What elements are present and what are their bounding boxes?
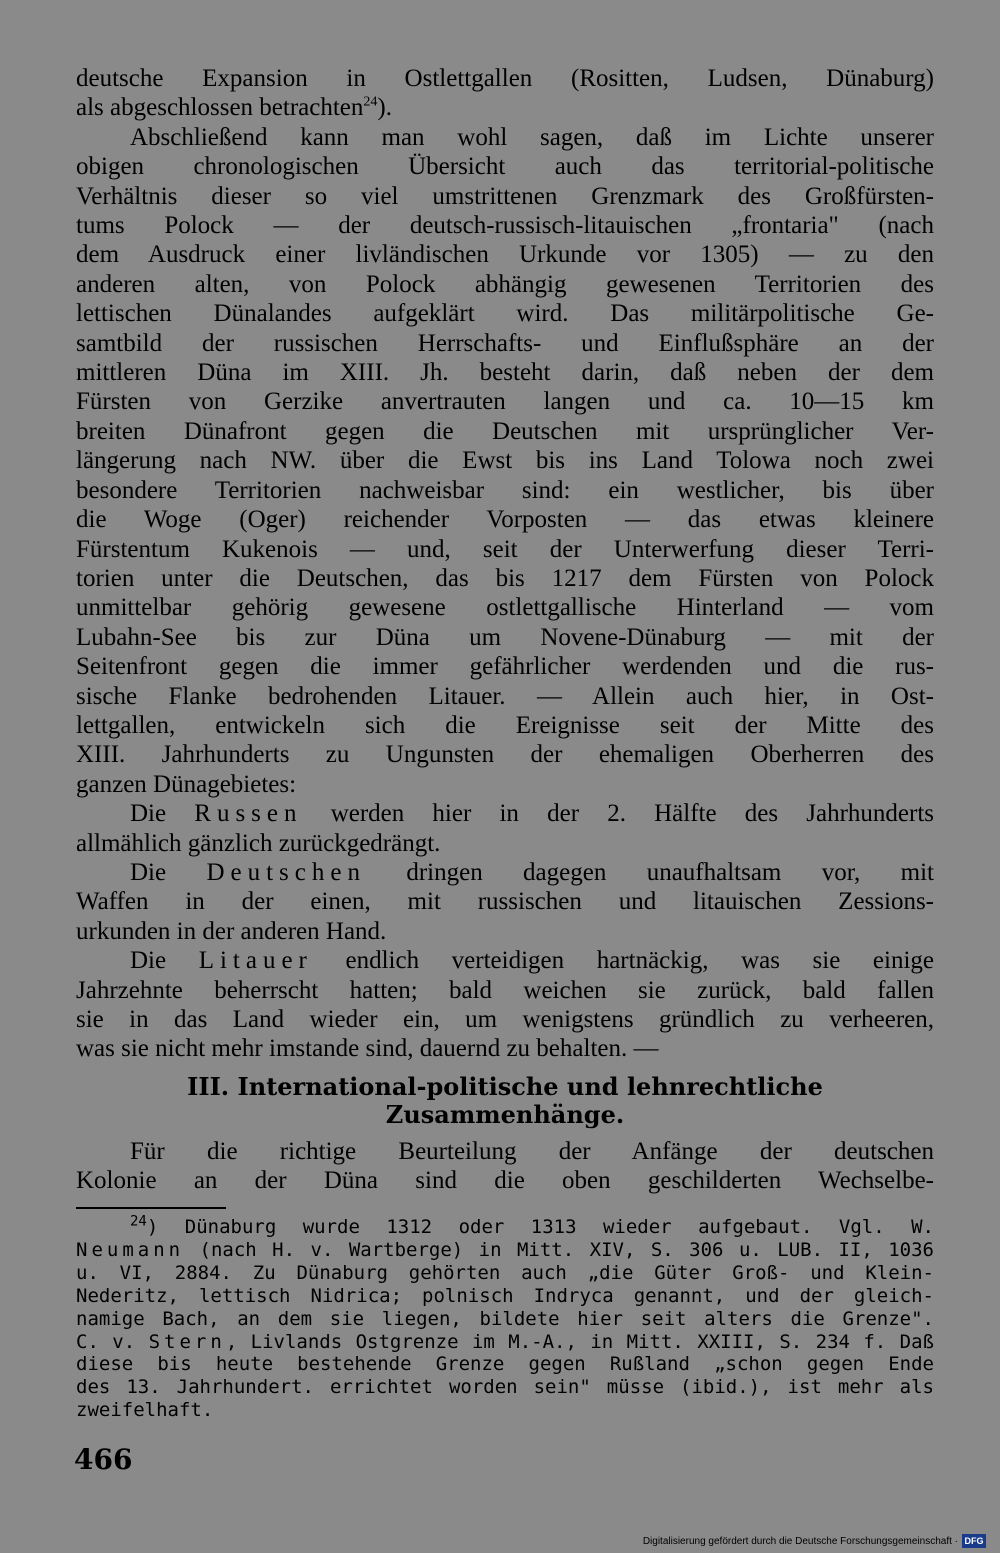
footnote-line bbox=[76, 1331, 934, 1354]
text-line: tums Polock — der deutsch-russisch-litauischen „frontaria" (nach bbox=[76, 212, 934, 240]
text-line: Verhältnis dieser so viel umstrittenen Grenzmark des Großfürsten- bbox=[76, 182, 934, 210]
emphasized-word: Stern bbox=[148, 1330, 226, 1353]
text-line: allmählich gänzlich zurückgedrängt. bbox=[76, 829, 441, 857]
footnote-reference: 24 bbox=[363, 95, 378, 111]
text-line: anderen alten, von Polock abhängig gewesenen Territorien des bbox=[76, 270, 934, 298]
footnote-line bbox=[76, 1213, 934, 1239]
text-line: Abschließend kann man wohl sagen, daß im Lichte unserer bbox=[130, 123, 934, 151]
text-line: ganzen Dünagebietes: bbox=[76, 770, 297, 798]
text-line: deutsche Expansion in Ostlettgallen (Rositten, Ludsen, Dünaburg) bbox=[76, 65, 934, 92]
footnote-line: namige Bach, an dem sie liegen, bildete hier seit alters die Grenze". bbox=[76, 1307, 934, 1330]
emphasized-word: Russen bbox=[194, 800, 303, 828]
heading-line: III. International-politische und lehnrechtliche bbox=[187, 1072, 823, 1101]
text-line: die Woge (Oger) reichender Vorposten — das etwas kleinere bbox=[76, 506, 934, 534]
text-fragment: dringen dagegen unaufhaltsam vor, mit bbox=[365, 858, 934, 886]
text-line: lettischen Dünalandes aufgeklärt wird. Das militärpolitische Ge- bbox=[76, 300, 934, 328]
text-line: längerung nach NW. über die Ewst bis ins Land Tolowa noch zwei bbox=[76, 447, 934, 475]
footnote-line bbox=[76, 1239, 934, 1262]
emphasized-word: Deutschen bbox=[206, 858, 366, 886]
text-line: unmittelbar gehörig gewesene ostlettgallische Hinterland — vom bbox=[76, 594, 934, 622]
text-line: breiten Dünafront gegen die Deutschen mit ursprünglicher Ver- bbox=[76, 417, 934, 445]
text-line: obigen chronologischen Übersicht auch das territorial-politische bbox=[76, 153, 934, 181]
text-line: samtbild der russischen Herrschafts- und Einflußsphäre an der bbox=[76, 329, 934, 357]
text-line: dem Ausdruck einer livländischen Urkunde vor 1305) — zu den bbox=[76, 241, 934, 269]
text-fragment: Die bbox=[130, 800, 195, 828]
section-text-block bbox=[76, 1137, 934, 1196]
text-line: Fürstentum Kukenois — und, seit der Unterwerfung dieser Terri- bbox=[76, 535, 934, 563]
text-line: sische Flanke bedrohenden Litauer. — Allein auch hier, in Ost- bbox=[76, 682, 934, 710]
footnote-line: u. VI, 2884. Zu Dünaburg gehörten auch „die Güter Groß- und Klein- bbox=[76, 1261, 934, 1284]
text-fragment: werden hier in der 2. Hälfte des Jahrhunderts bbox=[302, 800, 934, 828]
text-line: Kolonie an der Düna sind die oben geschilderten Wechselbe- bbox=[76, 1167, 934, 1195]
text-line: Für die richtige Beurteilung der Anfänge der deutschen bbox=[130, 1138, 934, 1165]
emphasized-word: Neumann bbox=[76, 1238, 185, 1261]
footnote bbox=[76, 1213, 934, 1422]
footnote-marker: 24 bbox=[130, 1213, 147, 1230]
text-line: besondere Territorien nachweisbar sind: ein westlicher, bis über bbox=[76, 476, 934, 504]
digitization-credit: Digitalisierung gefördert durch die Deutsche Forschungsgemeinschaft · bbox=[642, 1536, 958, 1547]
text-line: Jahrzehnte beherrscht hatten; bald weichen sie zurück, bald fallen bbox=[76, 976, 934, 1004]
text-line: mittleren Düna im XIII. Jh. besteht darin, daß neben der dem bbox=[76, 359, 934, 387]
text-fragment: endlich verteidigen hartnäckig, was sie einige bbox=[312, 947, 934, 975]
dfg-logo: DFG bbox=[962, 1534, 986, 1548]
footnote-divider bbox=[76, 1207, 226, 1209]
text-line: lettgallen, entwickeln sich die Ereignisse seit der Mitte des bbox=[76, 711, 934, 739]
text-fragment: C. v. bbox=[76, 1330, 149, 1353]
text-line: Fürsten von Gerzike anvertrauten langen und ca. 10—15 km bbox=[76, 388, 934, 416]
footnote-line: Nederitz, lettisch Nidrica; polnisch Indryca genannt, und der gleich- bbox=[76, 1284, 934, 1307]
footnote-line: zweifelhaft. bbox=[76, 1399, 214, 1422]
text-line bbox=[76, 799, 934, 828]
text-line: XIII. Jahrhunderts zu Ungunsten der ehemaligen Oberherren des bbox=[76, 741, 934, 769]
text-fragment: , Livlands Ostgrenze im M.-A., in Mitt. XXIII, S. 234 f. Daß bbox=[225, 1330, 934, 1353]
page-number: 466 bbox=[74, 1443, 133, 1476]
text-line: Seitenfront gegen die immer gefährlicher werdenden und die rus- bbox=[76, 653, 934, 681]
text-fragment: Die bbox=[130, 947, 199, 975]
footnote-line: des 13. Jahrhundert. errichtet worden sein" müsse (ibid.), ist mehr als bbox=[76, 1376, 934, 1399]
main-text-block bbox=[76, 64, 934, 1064]
heading-line: Zusammenhänge. bbox=[385, 1100, 625, 1129]
text-line: was sie nicht mehr imstande sind, dauernd zu behalten. — bbox=[76, 1035, 659, 1063]
footnote-line: diese bis heute bestehende Grenze gegen Rußland „schon gegen Ende bbox=[76, 1353, 934, 1376]
text-fragment: ). bbox=[377, 94, 392, 122]
text-line: urkunden in der anderen Hand. bbox=[76, 917, 387, 945]
text-line: sie in das Land wieder ein, um wenigstens gründlich zu verheeren, bbox=[76, 1006, 934, 1033]
text-line: Waffen in der einen, mit russischen und litauischen Zessions- bbox=[76, 888, 934, 916]
text-fragment: als abgeschlossen betrachten bbox=[76, 94, 364, 122]
emphasized-word: Litauer bbox=[198, 947, 313, 975]
text-line bbox=[76, 858, 934, 887]
text-line bbox=[76, 93, 934, 122]
text-fragment: (nach H. v. Wartberge) in Mitt. XIV, S. 306 u. LUB. II, 1036 bbox=[184, 1238, 934, 1261]
text-fragment: ) Dünaburg wurde 1312 oder 1313 wieder aufgebaut. Vgl. W. bbox=[146, 1216, 934, 1238]
text-line: torien unter die Deutschen, das bis 1217 dem Fürsten von Polock bbox=[76, 564, 934, 592]
text-line: Lubahn-See bis zur Düna um Novene-Dünaburg — mit der bbox=[76, 623, 934, 651]
text-fragment: Die bbox=[130, 858, 207, 886]
text-line bbox=[76, 946, 934, 975]
section-heading bbox=[76, 1073, 934, 1129]
